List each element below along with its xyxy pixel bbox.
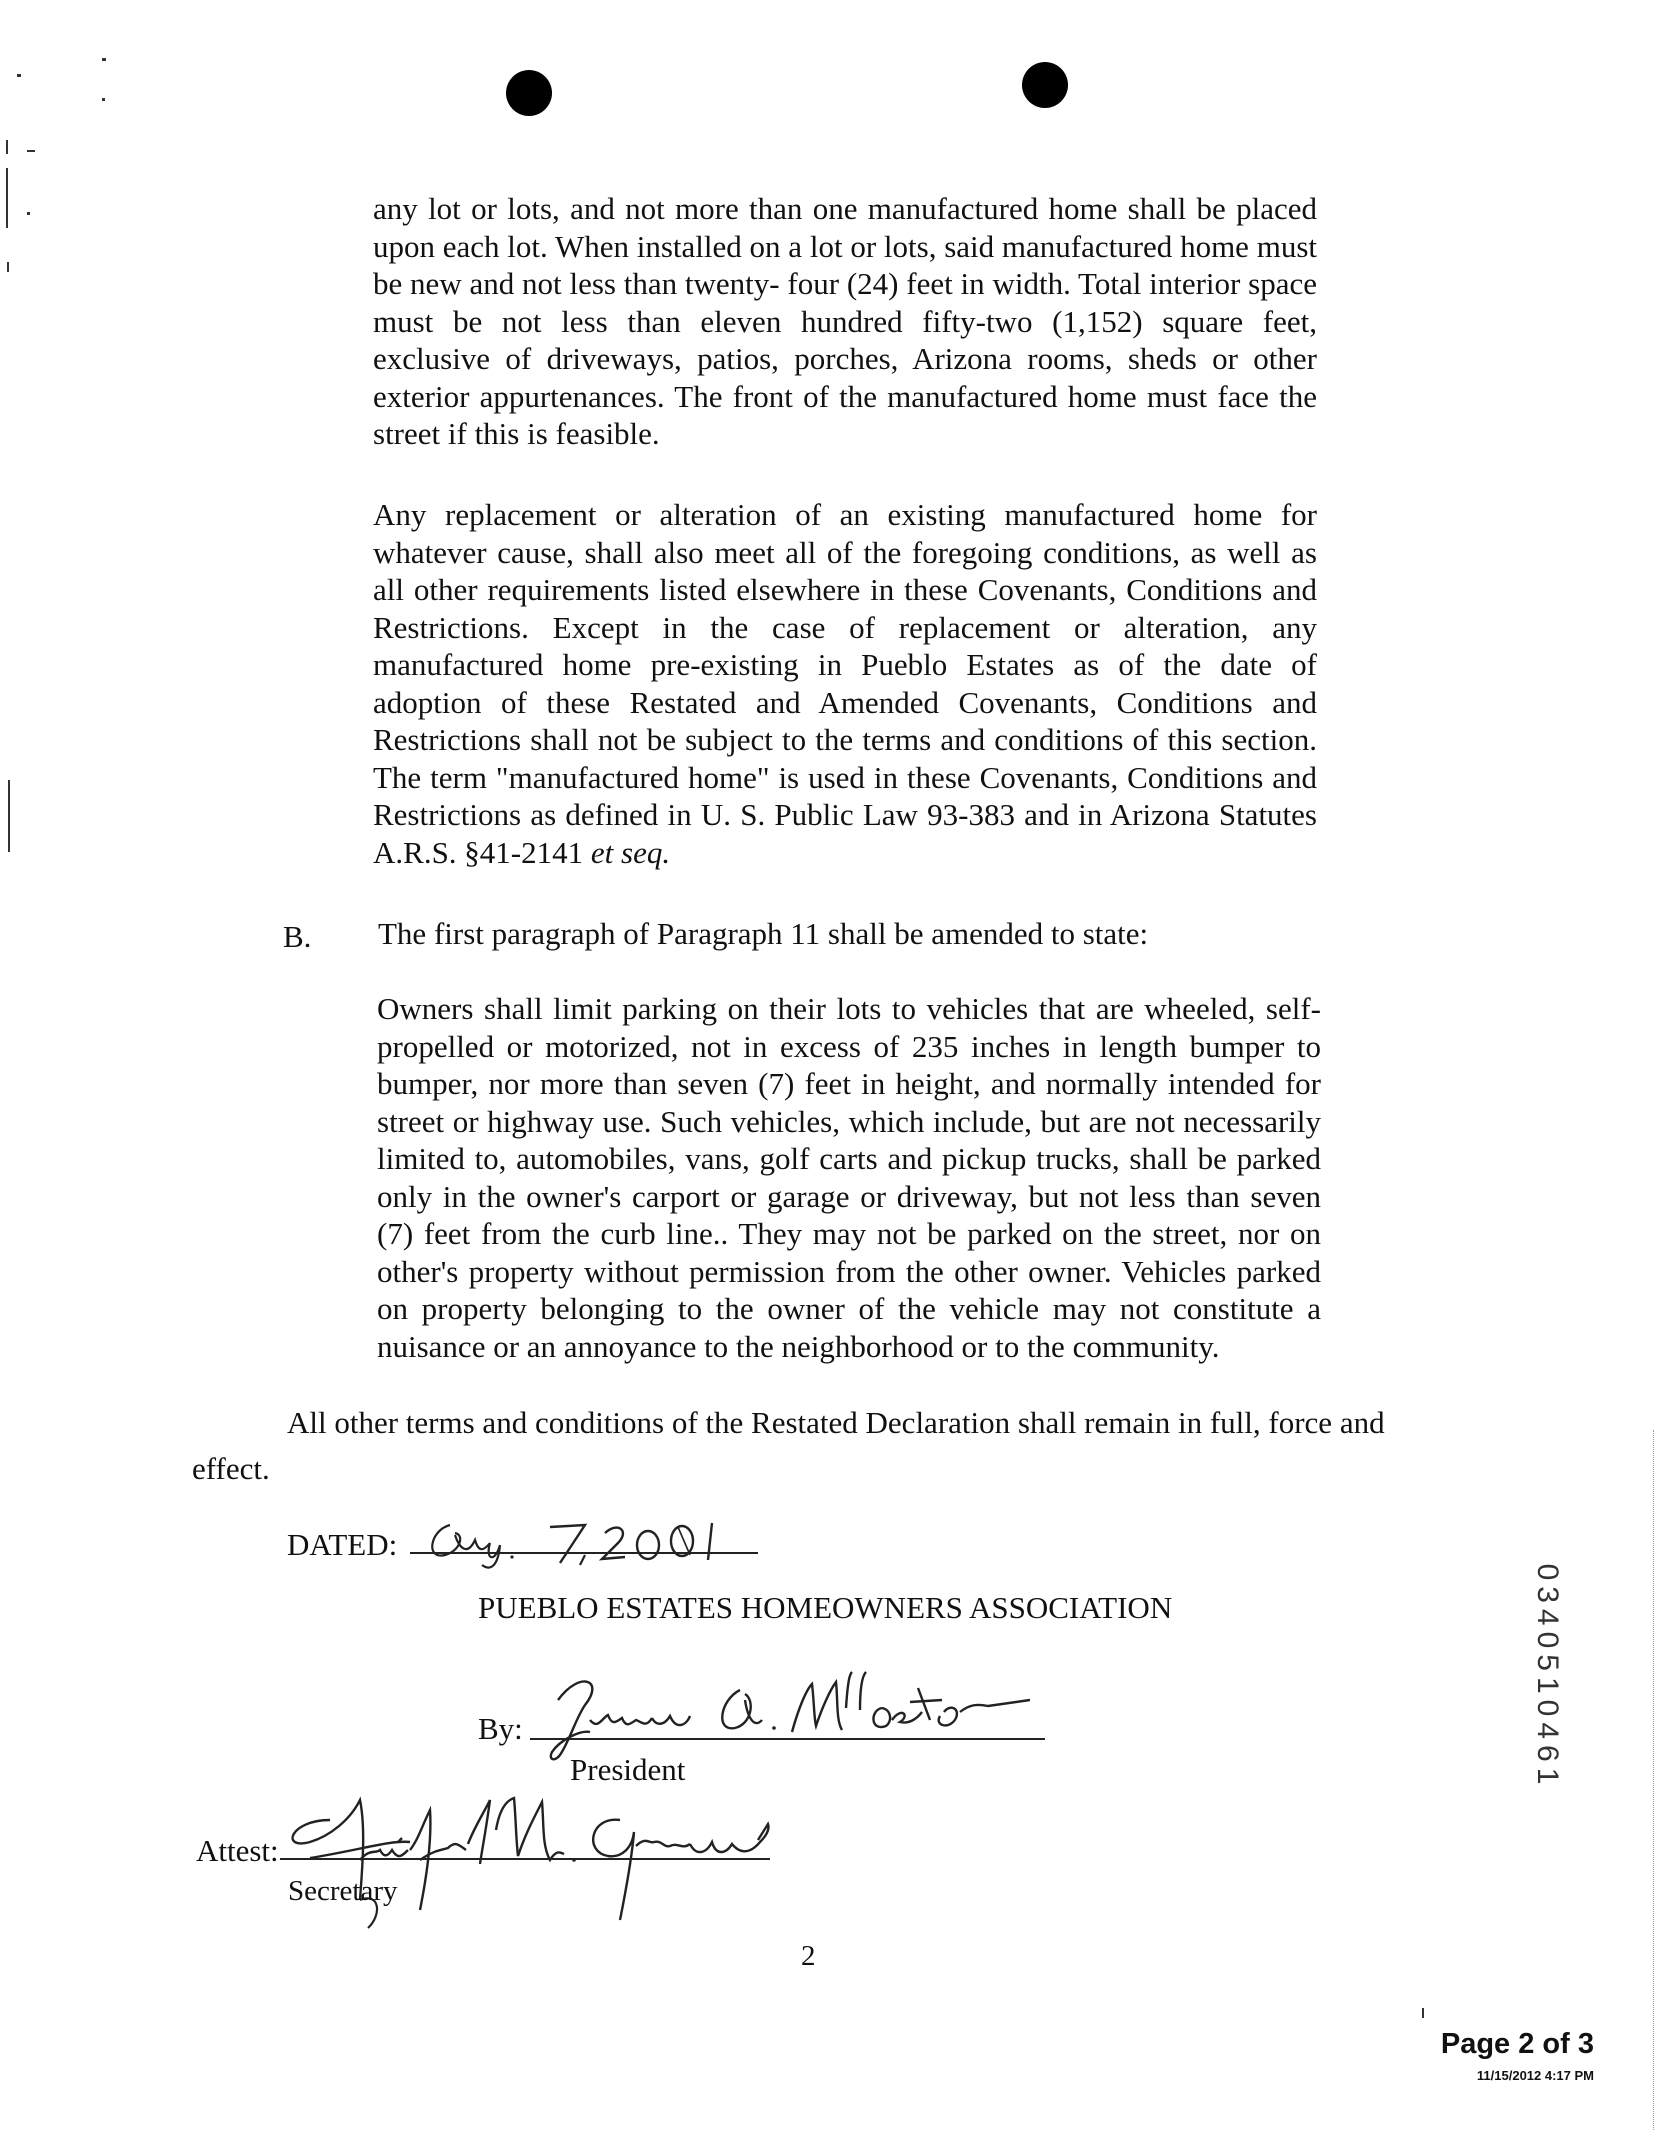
paragraph-parking-rules: Owners shall limit parking on their lots to vehicles that are wheeled, self-propelled or motorized, not in excess of 235 inches in length bumper to bumper, nor more than seven (7) feet in height, and normally intended for street or highway use. Such vehicles, which include, but are not necessarily limited to, automobiles, vans, golf carts and pickup trucks, shall be parked only in the owner's carport or garage or driveway, but not less than seven (7) feet from the curb line.. They may not be parked on the street, nor on other's property without permission from the other owner. Vehicles parked on property belonging to the owner of the vehicle may not constitute a nuisance or an annoyance to the neighborhood or to the community.	[377, 991, 1321, 1364]
scan-speck	[27, 212, 30, 215]
page-edge-line	[1653, 1430, 1654, 2130]
margin-rule	[8, 780, 10, 852]
attest-label: Attest:	[196, 1833, 279, 1868]
scan-speck	[7, 262, 9, 272]
binder-hole-left	[506, 70, 552, 116]
footer-timestamp: 11/15/2012 4:17 PM	[1476, 2068, 1594, 2083]
closing-statement-line1: All other terms and conditions of the Restated Declaration shall remain in full, force and	[287, 1405, 1385, 1440]
association-name: PUEBLO ESTATES HOMEOWNERS ASSOCIATION	[478, 1590, 1173, 1625]
paragraph-replacement-text: Any replacement or alteration of an existing manufactured home for whatever cause, shall also meet all of the foregoing conditions, as well as all other requirements listed elsewhere in these Covenants, Conditions and Restrictions. Except in the case of replacement or alteration, any manufactured home pre-existing in Pueblo Estates as of the date of adoption of these Restated and Amended Covenants, Conditions and Restrictions shall not be subject to the terms and conditions of this section. The term "manufactured home" is used in these Covenants, Conditions and Restrictions as defined in U. S. Public Law 93-383 and in Arizona Statutes A.R.S. §41-2141	[373, 497, 1317, 870]
recording-stamp	[1532, 1510, 1562, 1840]
footer-tick	[1422, 2008, 1424, 2018]
paragraph-manufactured-home-placement: any lot or lots, and not more than one manufactured home shall be placed upon each lot. When installed on a lot or lots, said manufactured home must be new and not less than twenty- four (24) feet in width. Total interior space must be not less than eleven hundred fifty-two (1,152) square feet, exclusive of driveways, patios, porches, Arizona rooms, sheds or other exterior appurtenances. The front of the manufactured home must face the street if this is feasible.	[373, 191, 1317, 451]
dated-label: DATED:	[287, 1527, 398, 1562]
binder-hole-right	[1022, 62, 1068, 108]
scan-speck	[27, 150, 35, 152]
scan-speck	[102, 98, 105, 101]
section-b-heading: The first paragraph of Paragraph 11 shall be amended to state:	[378, 916, 1149, 951]
president-title: President	[570, 1752, 686, 1787]
scan-speck	[6, 140, 8, 154]
section-b-letter: B.	[283, 919, 312, 954]
recording-stamp-text: 0340510461	[1531, 1563, 1564, 1791]
dated-handwriting	[420, 1505, 760, 1575]
scan-speck	[17, 74, 21, 77]
scan-speck	[102, 58, 106, 61]
scan-speck	[6, 168, 8, 228]
closing-statement-line2: effect.	[192, 1451, 270, 1486]
et-seq-italic: et seq.	[590, 834, 671, 870]
secretary-title: Secretary	[288, 1875, 398, 1907]
paragraph-replacement-alteration	[373, 496, 1317, 871]
footer-page-count: Page 2 of 3	[1440, 2028, 1594, 2060]
by-label: By:	[478, 1711, 523, 1746]
page-number: 2	[801, 1940, 816, 1972]
secretary-signature	[270, 1780, 780, 1950]
